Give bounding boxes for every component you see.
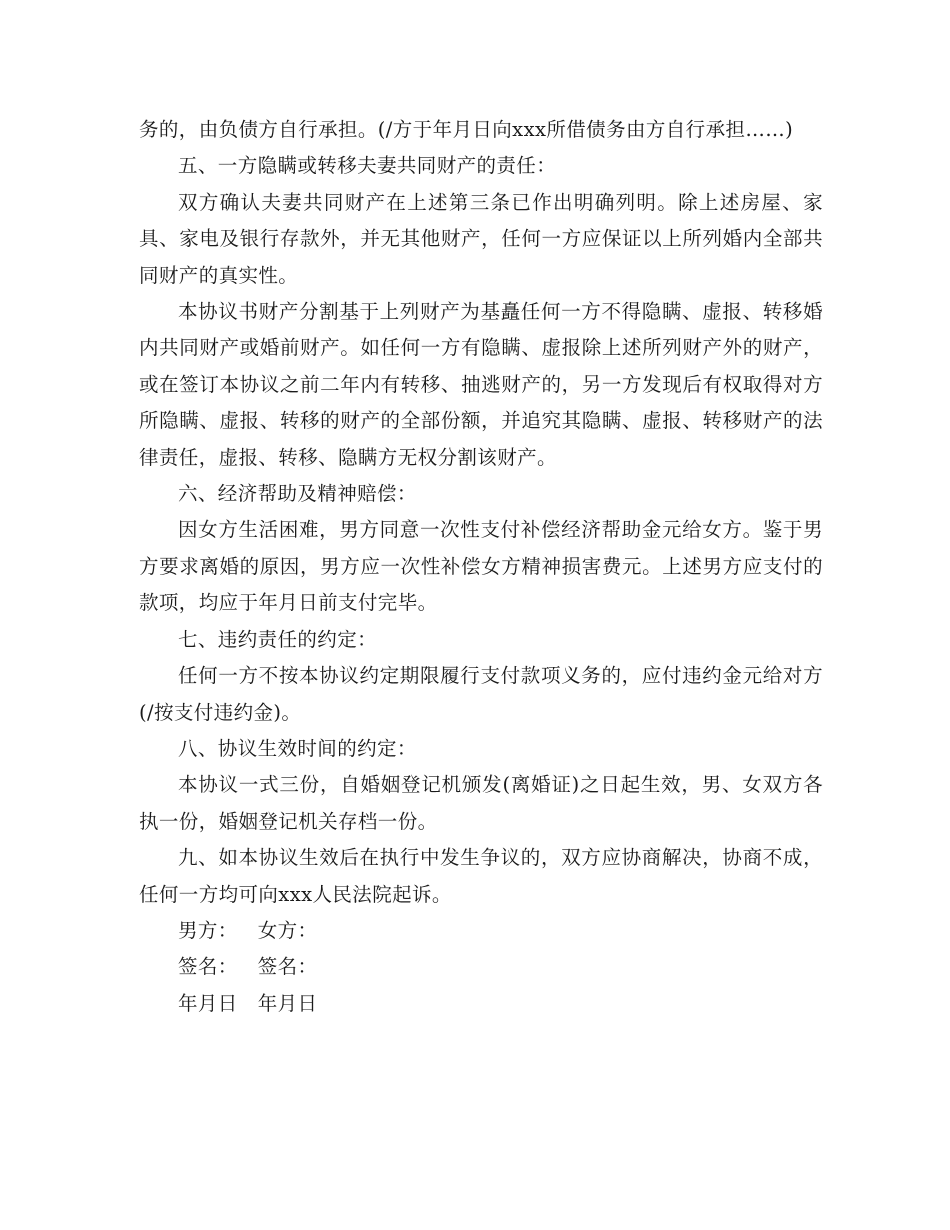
- section-8-heading: 八、协议生效时间的约定：: [178, 736, 417, 760]
- section-5-paragraph-1: 双方确认夫妻共同财产在上述第三条已作出明确列明。除上述房屋、家具、家电及银行存款外，并无其他财产，任何一方应保证以上所列婚内全部共同财产的真实性。: [139, 190, 823, 287]
- sign-female-label: 签名：: [257, 955, 318, 979]
- section-5-heading: 五、一方隐瞒或转移夫妻共同财产的责任：: [178, 154, 557, 178]
- section-5-paragraph-2: 本协议书财产分割基于上列财产为基矗任何一方不得隐瞒、虚报、转移婚内共同财产或婚前财产。如任何一方有隐瞒、虚报除上述所列财产外的财产，或在签订本协议之前二年内有转移、抽逃财产的，另一方发现后有权取得对方所隐瞒、虚报、转移的财产的全部份额，并追究其隐瞒、虚报、转移财产的法律责任，虚报、转移、隐瞒方无权分割该财产。: [139, 300, 823, 469]
- section-8-paragraph: 本协议一式三份，自婚姻登记机颁发(离婚证)之日起生效，男、女双方各执一份，婚姻登记机关存档一份。: [139, 773, 823, 833]
- signature-date-row: [139, 986, 823, 1022]
- section-6-heading: 六、经济帮助及精神赔偿：: [178, 482, 417, 506]
- document-body: [139, 112, 823, 1022]
- signature-sign-row: [139, 949, 823, 985]
- signature-party-row: [139, 913, 823, 949]
- date-female-label: 年月日: [257, 991, 318, 1015]
- sign-male-label: 签名：: [178, 955, 238, 979]
- section-7-paragraph: 任何一方不按本协议约定期限履行支付款项义务的，应付违约金元给对方(/按支付违约金)。: [139, 664, 823, 724]
- section-9-paragraph: 九、如本协议生效后在执行中发生争议的，双方应协商解决，协商不成，任何一方均可向xxx人民法院起诉。: [139, 846, 823, 906]
- party-male-label: 男方：: [178, 918, 238, 942]
- date-male-label: 年月日: [178, 991, 238, 1015]
- section-6-paragraph: 因女方生活困难，男方同意一次性支付补偿经济帮助金元给女方。鉴于男方要求离婚的原因，男方应一次性补偿女方精神损害费元。上述男方应支付的款项，均应于年月日前支付完毕。: [139, 518, 823, 615]
- section-7-heading: 七、违约责任的约定：: [178, 627, 378, 651]
- party-female-label: 女方：: [257, 918, 318, 942]
- paragraph-debt-continuation: 务的，由负债方自行承担。(/方于年月日向xxx所借债务由方自行承担……): [139, 118, 794, 141]
